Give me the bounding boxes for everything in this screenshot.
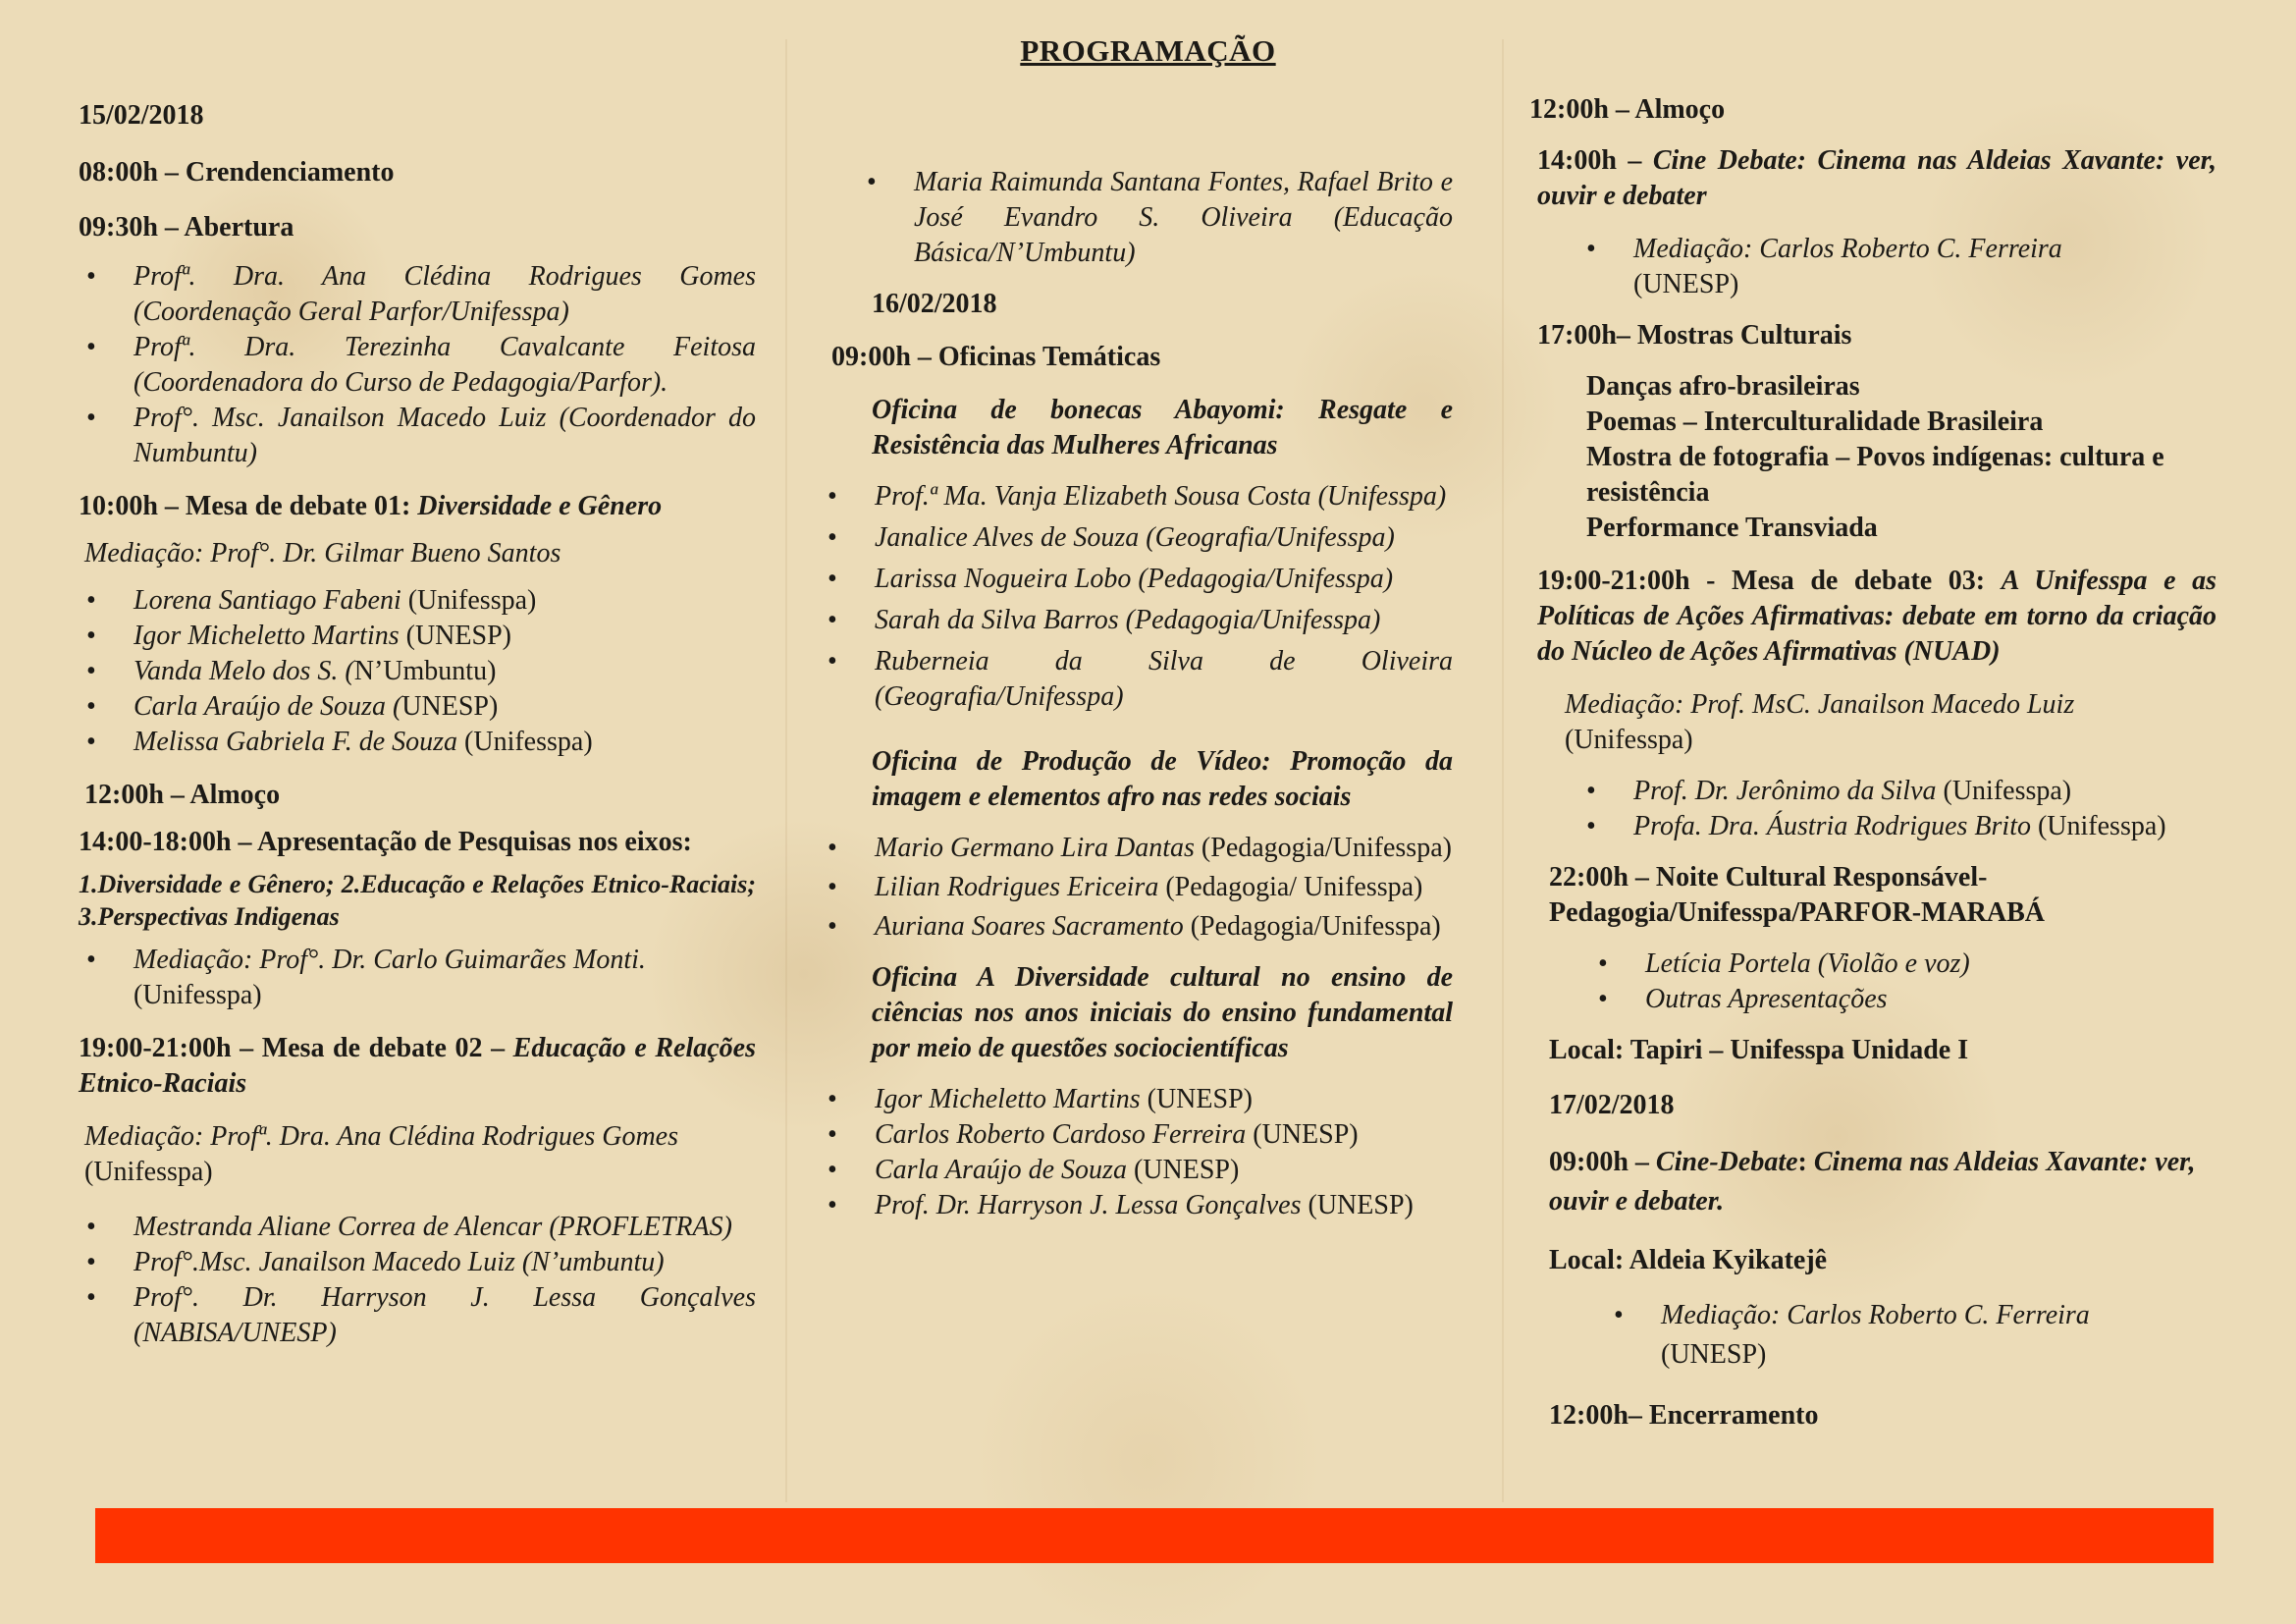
list-item: • Lilian Rodrigues Ericeira (Pedagogia/ Unifesspa): [828, 872, 1423, 902]
list-item: • Maria Raimunda Santana Fontes, Rafael Brito e José Evandro S. Oliveira (Educação Básica/N’Umbuntu): [867, 167, 1453, 268]
noite-list: [1590, 947, 2216, 1017]
column-day3: [1529, 92, 2216, 1451]
list-item: • Profa. Dra. Áustria Rodrigues Brito (Unifesspa): [1586, 811, 2166, 841]
cine2-mediacao: [1606, 1296, 2216, 1375]
list-item: • Carlos Roberto Cardoso Ferreira (UNESP): [828, 1119, 1359, 1150]
column-day2: [820, 165, 1453, 1241]
date-heading: 16/02/2018: [872, 289, 997, 319]
date-heading: 15/02/2018: [79, 100, 204, 131]
session-mesa-3: 19:00-21:00h - Mesa de debate 03: A Unifesspa e as Políticas de Ações Afirmativas: debate em torno da criação do Núcleo de Ações Afirmativas (NUAD): [1537, 566, 2216, 667]
list-item: • Melissa Gabriela F. de Souza (Unifesspa): [86, 727, 593, 757]
list-item: • Sarah da Silva Barros (Pedagogia/Unifesspa): [828, 605, 1381, 635]
list-item: • Mediação: Carlos Roberto C. Ferreira (UNESP): [1614, 1300, 2090, 1370]
mesa1-list: [79, 583, 756, 760]
list-item: • Prof°. Dr. Harryson J. Lessa Gonçalves (NABISA/UNESP): [86, 1282, 756, 1348]
mostras-list: [1586, 369, 2216, 546]
footer-bar: [95, 1508, 2214, 1563]
cine-mediacao: [1578, 232, 2216, 302]
list-item: Poemas – Interculturalidade Brasileira: [1586, 406, 2044, 437]
session-noite-cultural: 22:00h – Noite Cultural Responsável- Pedagogia/Unifesspa/PARFOR-MARABÁ: [1549, 862, 2046, 928]
list-item: • Prof°.Msc. Janailson Macedo Luiz (N’umbuntu): [86, 1247, 665, 1277]
list-item: • Igor Micheletto Martins (UNESP): [86, 621, 511, 651]
list-item: • Prof.ª Ma. Vanja Elizabeth Sousa Costa (Unifesspa): [828, 481, 1447, 512]
page-title: PROGRAMAÇÃO: [1020, 33, 1276, 68]
list-item: • Letícia Portela (Violão e voz): [1598, 948, 1970, 979]
list-item: • Profª. Dra. Ana Clédina Rodrigues Gomes (Coordenação Geral Parfor/Unifesspa): [86, 261, 756, 327]
list-item: • Profª. Dra. Terezinha Cavalcante Feitosa (Coordenadora do Curso de Pedagogia/Parfor).: [86, 332, 756, 398]
session-cine-debate-2: 09:00h – Cine-Debate: Cinema nas Aldeias Xavante: ver, ouvir e debater.: [1549, 1147, 2196, 1217]
mediacao: Mediação: Prof°. Dr. Gilmar Bueno Santos: [84, 538, 561, 568]
list-item: • Mediação: Carlos Roberto C. Ferreira (UNESP): [1586, 234, 2062, 299]
location: Local: Tapiri – Unifesspa Unidade I: [1549, 1035, 1969, 1065]
apresentacao-mediacao: [79, 943, 756, 1013]
list-item: • Ruberneia da Silva de Oliveira (Geografia/Unifesspa): [828, 646, 1453, 712]
list-item: • Carla Araújo de Souza (UNESP): [86, 691, 499, 722]
list-item: Danças afro-brasileiras: [1586, 371, 1860, 402]
session-almoco: 12:00h – Almoço: [84, 780, 281, 810]
list-item: • Mestranda Aliane Correa de Alencar (PROFLETRAS): [86, 1212, 732, 1242]
oficina-title: Oficina de Produção de Vídeo: Promoção da imagem e elementos afro nas redes sociais: [872, 746, 1453, 812]
session-credenciamento: 08:00h – Crendenciamento: [79, 157, 395, 188]
session-oficinas: 09:00h – Oficinas Temáticas: [831, 342, 1161, 372]
session-mesa-2: 19:00-21:00h – Mesa de debate 02 – Educação e Relações Etnico-Raciais: [79, 1033, 756, 1099]
list-item: • Prof°. Msc. Janailson Macedo Luiz (Coordenador do Numbuntu): [86, 403, 756, 468]
list-item: • Larissa Nogueira Lobo (Pedagogia/Unifesspa): [828, 564, 1394, 594]
continuation-list: [859, 165, 1453, 271]
oficina3-list: [820, 1082, 1453, 1223]
list-item: • Vanda Melo dos S. (N’Umbuntu): [86, 656, 497, 686]
session-apresentacao: 14:00-18:00h – Apresentação de Pesquisas nos eixos:: [79, 827, 692, 857]
list-item: • Prof. Dr. Harryson J. Lessa Gonçalves (UNESP): [828, 1190, 1414, 1220]
session-almoco: 12:00h – Almoço: [1529, 94, 1726, 125]
mediacao: Mediação: Prof. MsC. Janailson Macedo Luiz (Unifesspa): [1565, 689, 2075, 755]
session-abertura: 09:30h – Abertura: [79, 212, 294, 243]
oficina2-list: [820, 831, 1453, 945]
list-item: • Mediação: Prof°. Dr. Carlo Guimarães Monti. (Unifesspa): [86, 945, 646, 1010]
column-separator: [1502, 39, 1504, 1502]
session-mostras: 17:00h– Mostras Culturais: [1537, 320, 1852, 351]
location: Local: Aldeia Kyikatejê: [1549, 1245, 1828, 1275]
mesa3-list: [1578, 774, 2216, 844]
oficina-title: Oficina de bonecas Abayomi: Resgate e Resistência das Mulheres Africanas: [872, 395, 1453, 460]
list-item: • Auriana Soares Sacramento (Pedagogia/Unifesspa): [828, 911, 1441, 942]
session-mesa-1: 10:00h – Mesa de debate 01: Diversidade e Gênero: [79, 491, 663, 521]
list-item: Performance Transviada: [1586, 513, 1878, 543]
list-item: • Prof. Dr. Jerônimo da Silva (Unifesspa): [1586, 776, 2072, 806]
session-cine-debate: 14:00h – Cine Debate: Cinema nas Aldeias Xavante: ver, ouvir e debater: [1537, 145, 2216, 211]
oficina1-list: [820, 479, 1453, 715]
eixos: 1.Diversidade e Gênero; 2.Educação e Relações Etnico-Raciais; 3.Perspectivas Indigenas: [79, 870, 756, 931]
list-item: Mostra de fotografia – Povos indígenas: cultura e resistência: [1586, 442, 2164, 508]
mediacao: Mediação: Profª. Dra. Ana Clédina Rodrigues Gomes (Unifesspa): [84, 1121, 678, 1187]
column-separator: [785, 39, 787, 1502]
abertura-list: [79, 259, 756, 471]
list-item: • Carla Araújo de Souza (UNESP): [828, 1155, 1240, 1185]
list-item: • Lorena Santiago Fabeni (Unifesspa): [86, 585, 537, 616]
date-heading: 17/02/2018: [1549, 1090, 1675, 1120]
list-item: • Janalice Alves de Souza (Geografia/Unifesspa): [828, 522, 1395, 553]
mesa2-list: [79, 1210, 756, 1351]
list-item: • Mario Germano Lira Dantas (Pedagogia/Unifesspa): [828, 833, 1452, 863]
oficina-title: Oficina A Diversidade cultural no ensino de ciências nos anos iniciais do ensino fundamental por meio de questões sociocientíficas: [872, 962, 1453, 1063]
column-day1: [79, 98, 756, 1369]
list-item: • Outras Apresentações: [1598, 984, 1888, 1014]
session-encerramento: 12:00h– Encerramento: [1549, 1400, 1819, 1431]
list-item: • Igor Micheletto Martins (UNESP): [828, 1084, 1253, 1114]
